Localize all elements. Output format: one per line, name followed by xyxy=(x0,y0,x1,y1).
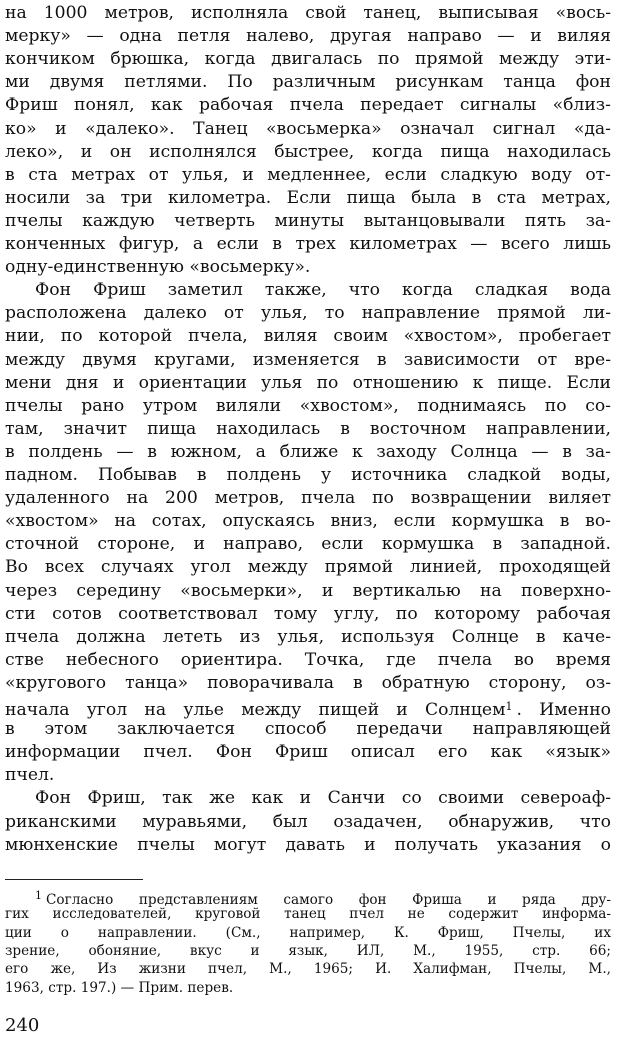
text-line: Во всех случаях угол между прямой линией, проходящей xyxy=(5,557,611,578)
text-line: нии, по которой пчела, виляя своим «хвостом», пробегает xyxy=(5,326,611,347)
text-line: сти сотов соответствовал тому углу, по которому рабочая xyxy=(5,603,611,624)
footnote-ref: 1 xyxy=(505,700,513,713)
footnote-line: зрение, обоняние, вкус и язык, ИЛ, М., 1955, стр. 66; xyxy=(5,942,611,959)
text-line: там, значит пища находилась в восточном направлении, xyxy=(5,418,611,439)
text-line: конченных фигур, а если в трех километрах — всего лишь xyxy=(5,234,611,254)
text-line: леко», и он исполнялся быстрее, когда пища находилась xyxy=(5,141,611,162)
text-line: пчелы каждую четверть минуты вытанцовывали пять за- xyxy=(5,210,611,231)
text-line: ко» и «далеко». Танец «восьмерка» означал сигнал «да- xyxy=(5,118,611,139)
text-line: на 1000 метров, исполняла свой танец, выписывая «вось- xyxy=(5,3,611,23)
text-line: кончиком брюшка, когда двигалась по прямой между эти- xyxy=(5,49,611,70)
text-line: падном. Побывав в полдень у источника сладкой воды, xyxy=(5,465,611,485)
text-line: риканскими муравьями, был озадачен, обнаружив, что xyxy=(5,811,611,832)
text-line: информации пчел. Фон Фриш описал его как «язык» xyxy=(5,742,611,763)
footnote-line: ции о направлении. (См., например, К. Фриш, Пчелы, их xyxy=(5,924,611,941)
text-line xyxy=(5,695,611,718)
footnote-line: 1963, стр. 197.) — Прим. перев. xyxy=(5,979,234,996)
text-line: мерку» — одна петля налево, другая направо — и виляя xyxy=(5,26,611,47)
text-fragment: . Именно xyxy=(516,700,612,720)
page-number: 240 xyxy=(5,1015,40,1036)
text-line: между двумя кругами, изменяется в зависимости от вре- xyxy=(5,349,611,370)
text-line: Фриш понял, как рабочая пчела передает сигналы «близ- xyxy=(5,95,611,116)
text-line: сточной стороне, и направо, если кормушка в западной. xyxy=(5,534,611,555)
footnote-line: его же, Из жизни пчел, М., 1965; И. Халифман, Пчелы, М., xyxy=(5,961,611,978)
text-line: расположена далеко от улья, то направление прямой ли- xyxy=(5,303,611,324)
text-line: «хвостом» на сотах, опускаясь вниз, если кормушка в во- xyxy=(5,511,611,532)
paragraph-start: Фон Фриш заметил также, что когда сладкая вода xyxy=(35,280,611,301)
text-fragment: начала угол на улье между пищей и Солнцем xyxy=(5,700,506,720)
text-line: мени дня и ориентации улья по отношению к пище. Если xyxy=(5,372,611,393)
text-line: стве небесного ориентира. Точка, где пчела во время xyxy=(5,649,611,670)
footnote-marker: 1 xyxy=(35,888,42,902)
paragraph-start: Фон Фриш, так же как и Санчи со своими североаф- xyxy=(35,788,611,809)
footnote-line xyxy=(35,887,611,908)
text-line: в этом заключается способ передачи направляющей xyxy=(5,719,611,740)
text-line: через середину «восьмерки», и вертикалью на поверхно- xyxy=(5,580,611,601)
text-line: пчела должна лететь из улья, используя Солнце в каче- xyxy=(5,626,611,647)
text-line: ми двумя петлями. По различным рисункам танца фон xyxy=(5,72,611,93)
text-line: пчелы рано утром виляли «хвостом», поднимаясь по со- xyxy=(5,395,611,416)
text-line: «кругового танца» поворачивала в обратную сторону, оз- xyxy=(5,672,611,693)
footnote-rule xyxy=(5,879,143,880)
text-line: одну-единственную «восьмерку». xyxy=(5,257,311,278)
text-line: мюнхенские пчелы могут давать и получать указания о xyxy=(5,834,611,855)
text-line: пчел. xyxy=(5,765,55,786)
text-line: носили за три километра. Если пища была в ста метрах, xyxy=(5,187,611,208)
text-line: в ста метрах от улья, и медленнее, если сладкую воду от- xyxy=(5,164,611,185)
footnote-line: гих исследователей, круговой танец пчел не содержит информа- xyxy=(5,906,611,923)
text-line: удаленного на 200 метров, пчела по возвращении виляет xyxy=(5,488,611,509)
text-line: в полдень — в южном, а ближе к заходу Солнца — в за- xyxy=(5,441,611,462)
footnote-text: Согласно представлениям самого фон Фриша и ряда дру- xyxy=(46,891,611,908)
